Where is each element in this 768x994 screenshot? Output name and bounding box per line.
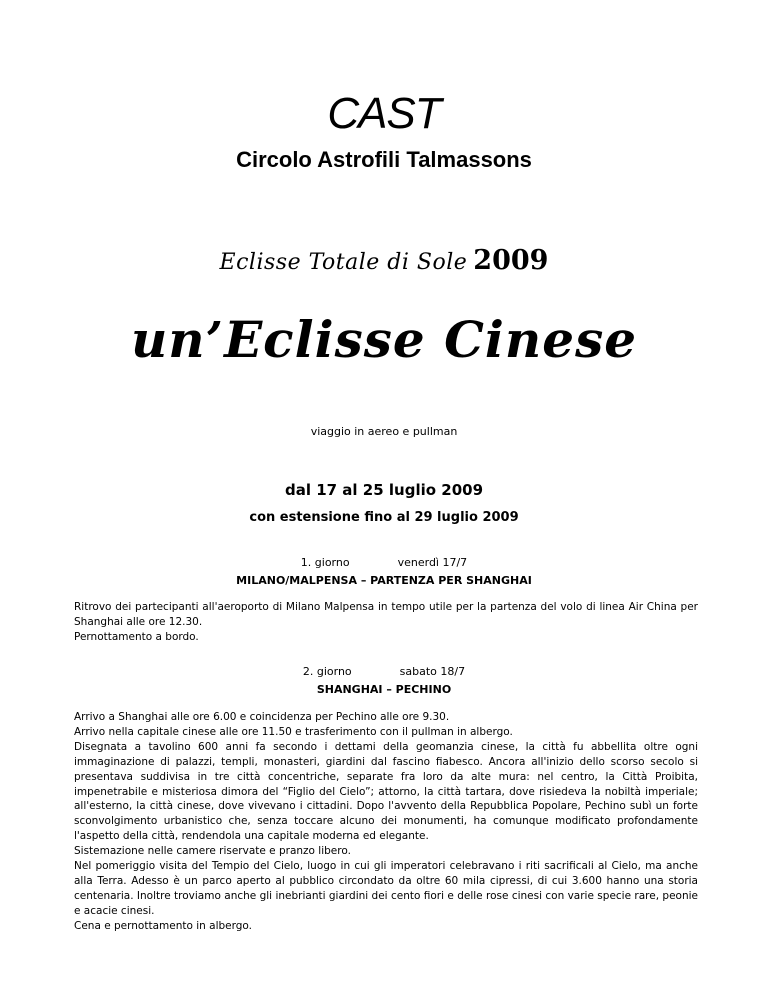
- paragraph: Sistemazione nelle camere riservate e pranzo libero.: [74, 845, 351, 858]
- day-2-description: [74, 710, 698, 934]
- trip-extension-dates: con estensione fino al 29 luglio 2009: [249, 510, 519, 525]
- paragraph: Cena e pernottamento in albergo.: [74, 919, 253, 932]
- paragraph: Arrivo nella capitale cinese alle ore 11.50 e trasferimento con il pullman in albergo.: [74, 725, 513, 738]
- travel-mode: viaggio in aereo e pullman: [310, 425, 458, 438]
- club-name: Circolo Astrofili Talmassons: [236, 147, 532, 172]
- trip-dates: dal 17 al 25 luglio 2009: [284, 481, 484, 499]
- day-1-header: [0, 555, 768, 571]
- paragraph: Ritrovo dei partecipanti all'aeroporto di Milano Malpensa in tempo utile per la partenza del volo di linea Air China per Shanghai alle ore 12.30.: [74, 601, 698, 628]
- paragraph: Pernottamento a bordo.: [74, 630, 199, 643]
- day-1-description: [74, 600, 698, 645]
- day-number: 2. giorno: [302, 665, 352, 678]
- club-acronym: CAST: [327, 89, 441, 138]
- day-date: sabato 18/7: [399, 665, 466, 678]
- paragraph: Arrivo a Shanghai alle ore 6.00 e coincidenza per Pechino alle ore 9.30.: [74, 711, 450, 723]
- eclipse-label: Eclisse Totale di Sole: [219, 250, 468, 275]
- eclipse-heading: [0, 244, 768, 282]
- day-2-header: [0, 664, 768, 680]
- day-2-title: SHANGHAI – PECHINO: [316, 683, 452, 696]
- day-date: venerdì 17/7: [397, 556, 468, 569]
- paragraph: Nel pomeriggio visita del Tempio del Cielo, luogo in cui gli imperatori celebravano i riti sacrificali al Cielo, ma anche alla Terra. Adesso è un parco aperto al pubblico circondato da oltre 60 mila cipressi, di cui 3.600 hanno una storia centenaria. Inoltre troviamo anche gli inebrianti giardini dei cento fiori e delle rose cinesi con varie specie rare, peonie e acacie cinesi.: [74, 860, 698, 917]
- trip-title: un’Eclisse Cinese: [130, 310, 638, 369]
- eclipse-year: 2009: [473, 245, 549, 276]
- day-number: 1. giorno: [300, 556, 350, 569]
- paragraph: Disegnata a tavolino 600 anni fa secondo i dettami della geomanzia cinese, la città fu abbellita oltre ogni immaginazione di palazzi, templi, monasteri, giardini dal fascino fiabesco. Ancora all'inizio dello scorso secolo si presentava suddivisa in tre città concentriche, separate fra loro da alte mura: nel centro, la Città Proibita, impenetrabile e misteriosa dimora del “Figlio del Cielo”; attorno, la città tartara, dove risiedeva la nobiltà imperiale; all'esterno, la città cinese, dove vivevano i cittadini. Dopo l'avvento della Repubblica Popolare, Pechino subì un forte sconvolgimento urbanistico che, senza toccare alcuno dei monumenti, ha comunque modificato profondamente l'aspetto della città, rendendola una capitale moderna ed elegante.: [74, 740, 698, 843]
- day-1-title: MILANO/MALPENSA – PARTENZA PER SHANGHAI: [236, 574, 532, 587]
